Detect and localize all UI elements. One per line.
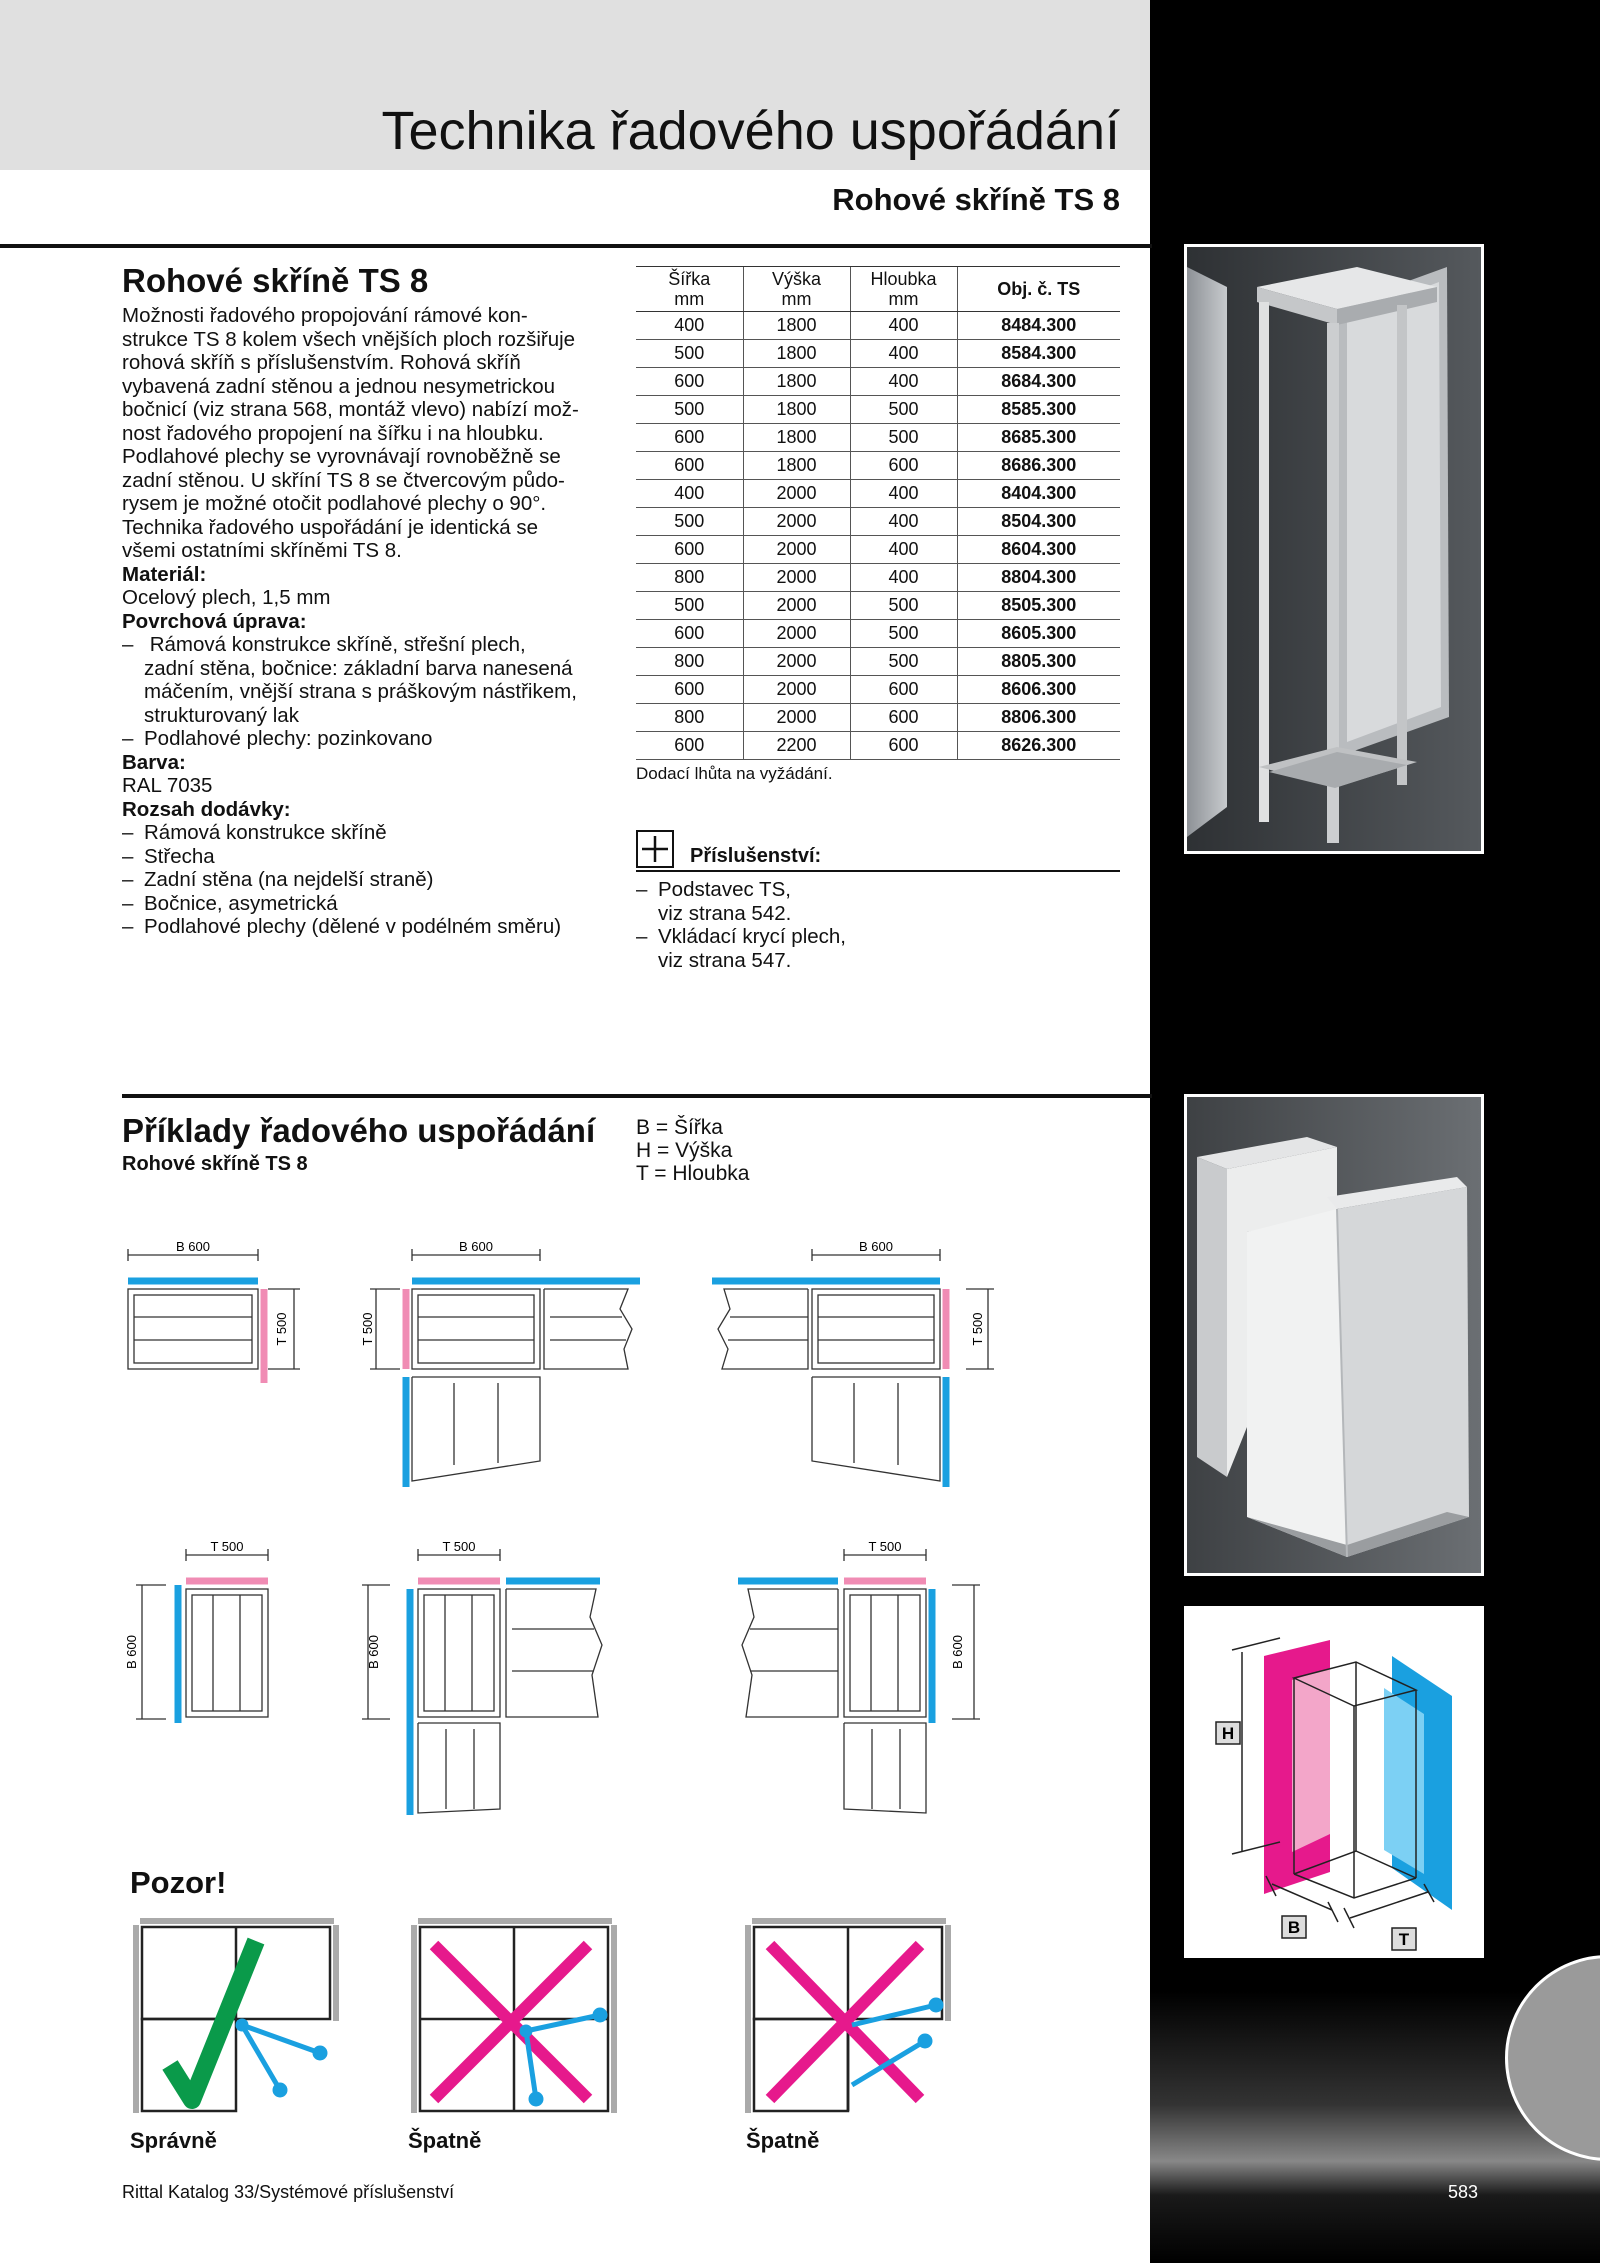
verdict-correct: Správně	[130, 2128, 217, 2153]
dimension-cell: 400	[636, 312, 743, 340]
supply-list	[122, 821, 612, 939]
order-number-cell: 8584.300	[957, 340, 1120, 368]
dimension-cell: 400	[850, 564, 957, 592]
dimension-cell: 2000	[743, 508, 850, 536]
plus-icon	[636, 830, 674, 868]
intro-heading: Rohové skříně TS 8	[122, 262, 429, 299]
material-value: Ocelový plech, 1,5 mm	[122, 586, 331, 609]
table-row	[636, 424, 1120, 452]
table-row	[636, 704, 1120, 732]
order-number-cell: 8484.300	[957, 312, 1120, 340]
table-row	[636, 620, 1120, 648]
dim-label-t500: T 500	[868, 1539, 902, 1554]
diagram-row-1	[128, 1249, 994, 1487]
dimension-cell: 1800	[743, 368, 850, 396]
dimension-cell: 400	[850, 508, 957, 536]
dimension-cell: 500	[636, 396, 743, 424]
dimension-cell: 1800	[743, 312, 850, 340]
paragraph-line: vybavená zadní stěnou a jednou nesymetrickou	[122, 374, 556, 398]
dimension-axes-illustration	[1184, 1606, 1484, 1958]
table-row	[636, 312, 1120, 340]
cabinet-frame-illustration	[1187, 247, 1481, 851]
dimension-cell: 2000	[743, 704, 850, 732]
table-row	[636, 508, 1120, 536]
dimension-cell: 600	[636, 536, 743, 564]
order-number-cell: 8685.300	[957, 424, 1120, 452]
footer-catalog: Rittal Katalog 33/Systémové příslušenství	[122, 2182, 455, 2202]
dimension-cell: 1800	[743, 452, 850, 480]
axis-label-t: T	[1398, 1930, 1410, 1949]
color-label: Barva:	[122, 750, 186, 774]
pozor-title: Pozor!	[130, 1865, 227, 1900]
table-row	[636, 368, 1120, 396]
order-number-cell: 8505.300	[957, 592, 1120, 620]
examples-heading-block	[122, 1112, 595, 1176]
paragraph-line: Technika řadového uspořádání je identická se	[122, 515, 538, 539]
warning-diagrams	[130, 1915, 1030, 2115]
diagram-rotated-right	[362, 1549, 602, 1815]
column-header-depth: Hloubka mm	[850, 267, 957, 312]
column-header-order-no: Obj. č. TS	[957, 267, 1120, 312]
paragraph-line: rysem je možné otočit podlahové plechy o 90°.	[122, 492, 547, 515]
dim-label-t500: T 500	[442, 1539, 476, 1554]
dimension-cell: 600	[636, 424, 743, 452]
page-subtitle: Rohové skříně TS 8	[832, 182, 1120, 217]
dim-label-b600: B 600	[366, 1635, 381, 1669]
dimension-cell: 600	[850, 452, 957, 480]
order-number-cell: 8686.300	[957, 452, 1120, 480]
examples-subheading: Rohové skříně TS 8	[122, 1153, 308, 1175]
color-value: RAL 7035	[122, 774, 213, 797]
dim-label-t500: T 500	[970, 1312, 985, 1346]
list-line: Podlahové plechy: pozinkovano	[144, 727, 433, 750]
table-row	[636, 676, 1120, 704]
dimension-cell: 2000	[743, 648, 850, 676]
dimension-cell: 400	[850, 368, 957, 396]
verdict-wrong: Špatně	[408, 2128, 482, 2153]
axis-label-h: H	[1221, 1724, 1235, 1743]
paragraph-line: bočnicí (viz strana 568, montáž vlevo) nabízí mož-	[122, 398, 579, 421]
intro-section	[122, 262, 612, 939]
verdict-wrong: Špatně	[746, 2128, 820, 2153]
dimension-cell: 2000	[743, 564, 850, 592]
dimension-cell: 600	[636, 620, 743, 648]
page-number: 583	[1448, 2182, 1479, 2202]
spec-table	[636, 266, 1120, 760]
table-row	[636, 396, 1120, 424]
list-item: – Zadní stěna (na nejdelší straně)	[122, 868, 612, 892]
section-divider	[122, 1094, 1152, 1098]
dim-label-t500: T 500	[274, 1312, 289, 1346]
list-line: máčením, vnější strana s práškovým nástřikem,	[144, 680, 577, 703]
dimension-cell: 500	[636, 340, 743, 368]
dimension-cell: 500	[850, 396, 957, 424]
order-number-cell: 8604.300	[957, 536, 1120, 564]
diagram-corner-right	[370, 1249, 640, 1487]
wrong-example-1	[414, 1921, 614, 2113]
spec-table-body	[636, 312, 1120, 760]
table-row	[636, 480, 1120, 508]
list-item: – Podlahové plechy (dělené v podélném směru)	[122, 915, 612, 939]
surface-list	[122, 633, 612, 751]
corner-cabinet-illustration	[1187, 1097, 1481, 1573]
diagram-row-2	[136, 1549, 980, 1815]
paragraph-line: rohová skříň s příslušenstvím. Rohová skříň	[122, 351, 521, 374]
correct-example	[136, 1921, 336, 2113]
dimension-cell: 500	[850, 620, 957, 648]
dimension-cell: 2000	[743, 620, 850, 648]
order-number-cell: 8806.300	[957, 704, 1120, 732]
legend-item: B = Šířka	[636, 1116, 723, 1139]
dimension-cell: 600	[850, 704, 957, 732]
dimension-cell: 800	[636, 564, 743, 592]
accessories-list	[636, 878, 1120, 972]
supply-label: Rozsah dodávky:	[122, 797, 291, 821]
order-number-cell: 8605.300	[957, 620, 1120, 648]
dim-label-t500: T 500	[360, 1312, 375, 1346]
dimension-cell: 2000	[743, 536, 850, 564]
list-item: – Střecha	[122, 845, 612, 869]
dim-label-b600: B 600	[859, 1239, 893, 1254]
list-line: zadní stěna, bočnice: základní barva nanesená	[144, 656, 573, 680]
list-item	[122, 633, 612, 727]
dimension-cell: 600	[850, 732, 957, 760]
dimension-cell: 400	[850, 312, 957, 340]
section-divider	[0, 244, 1152, 248]
spec-table-block	[636, 266, 1120, 972]
list-item: – Bočnice, asymetrická	[122, 892, 612, 916]
order-number-cell: 8626.300	[957, 732, 1120, 760]
dimension-cell: 500	[850, 424, 957, 452]
dimension-cell: 600	[850, 676, 957, 704]
dim-label-t500: T 500	[210, 1539, 244, 1554]
dimension-cell: 500	[850, 592, 957, 620]
dimension-cell: 600	[636, 452, 743, 480]
cabinet-frame-photo	[1184, 244, 1484, 854]
paragraph-line: všemi ostatními skříněmi TS 8.	[122, 539, 402, 562]
dimension-cell: 2000	[743, 480, 850, 508]
page-title: Technika řadového uspořádání	[381, 101, 1120, 161]
dimension-cell: 500	[850, 648, 957, 676]
dimension-cell: 600	[636, 676, 743, 704]
diagram-corner-left	[712, 1249, 994, 1487]
table-row	[636, 592, 1120, 620]
dim-label-b600: B 600	[176, 1239, 210, 1254]
dim-label-b600: B 600	[124, 1635, 139, 1669]
legend-item: H = Výška	[636, 1139, 733, 1162]
legend-item: T = Hloubka	[636, 1162, 750, 1185]
intro-paragraph	[122, 304, 612, 563]
order-number-cell: 8504.300	[957, 508, 1120, 536]
list-item	[122, 727, 612, 751]
examples-heading: Příklady řadového uspořádání	[122, 1112, 596, 1149]
order-number-cell: 8404.300	[957, 480, 1120, 508]
dimension-cell: 800	[636, 648, 743, 676]
accessories-title: Příslušenství:	[690, 845, 822, 867]
order-number-cell: 8805.300	[957, 648, 1120, 676]
diagram-single-rotated	[136, 1549, 268, 1723]
dimension-cell: 1800	[743, 340, 850, 368]
corner-cabinet-photo	[1184, 1094, 1484, 1576]
table-row	[636, 564, 1120, 592]
paragraph-line: Možnosti řadového propojování rámové kon-	[122, 304, 528, 327]
dimension-cell: 2000	[743, 592, 850, 620]
paragraph-line: nost řadového propojení na šířku i na hloubku.	[122, 421, 544, 445]
dimension-cell: 2200	[743, 732, 850, 760]
table-row	[636, 536, 1120, 564]
order-number-cell: 8606.300	[957, 676, 1120, 704]
arrangement-diagrams	[100, 1225, 1040, 1825]
material-label: Materiál:	[122, 562, 207, 586]
table-row	[636, 732, 1120, 760]
table-row	[636, 648, 1120, 676]
dimension-cell: 400	[850, 480, 957, 508]
paragraph-line: zadní stěnou. U skříní TS 8 se čtvercovým půdo-	[122, 468, 565, 492]
dim-label-b600: B 600	[950, 1635, 965, 1669]
column-header-width: Šířka mm	[636, 267, 743, 312]
order-number-cell: 8804.300	[957, 564, 1120, 592]
dimension-cell: 2000	[743, 676, 850, 704]
dimension-cell: 400	[636, 480, 743, 508]
list-line: strukturovaný lak	[144, 703, 299, 727]
list-item: – Vkládací krycí plech, viz strana 547.	[636, 925, 1120, 972]
dimension-cell: 400	[850, 340, 957, 368]
dimension-cell: 600	[636, 732, 743, 760]
diagram-rotated-left	[738, 1549, 980, 1813]
dimension-cell: 600	[636, 368, 743, 396]
table-header-row	[636, 267, 1120, 312]
dimension-cell: 500	[636, 508, 743, 536]
axis-label-b: B	[1287, 1918, 1301, 1937]
surface-label: Povrchová úprava:	[122, 609, 307, 633]
axes-cabinet-diagram	[1184, 1606, 1484, 1958]
dimension-cell: 800	[636, 704, 743, 732]
column-header-height: Výška mm	[743, 267, 850, 312]
paragraph-line: Podlahové plechy se vyrovnávají rovnoběžně se	[122, 445, 561, 468]
dimension-cell: 400	[850, 536, 957, 564]
dimension-cell: 500	[636, 592, 743, 620]
table-row	[636, 452, 1120, 480]
dimension-cell: 1800	[743, 396, 850, 424]
dimension-cell: 1800	[743, 424, 850, 452]
paragraph-line: strukce TS 8 kolem všech vnějších ploch rozšiřuje	[122, 327, 576, 351]
accessories-header	[636, 830, 1120, 872]
dimension-legend	[636, 1116, 749, 1185]
dim-label-b600: B 600	[459, 1239, 493, 1254]
list-line: Rámová konstrukce skříně, střešní plech,	[149, 633, 526, 656]
order-number-cell: 8585.300	[957, 396, 1120, 424]
wrong-example-2	[748, 1921, 948, 2113]
accessories-block	[636, 830, 1120, 972]
delivery-note: Dodací lhůta na vyžádání.	[636, 764, 833, 783]
table-row	[636, 340, 1120, 368]
order-number-cell: 8684.300	[957, 368, 1120, 396]
list-item: – Podstavec TS, viz strana 542.	[636, 878, 1120, 925]
list-item: – Rámová konstrukce skříně	[122, 821, 612, 845]
